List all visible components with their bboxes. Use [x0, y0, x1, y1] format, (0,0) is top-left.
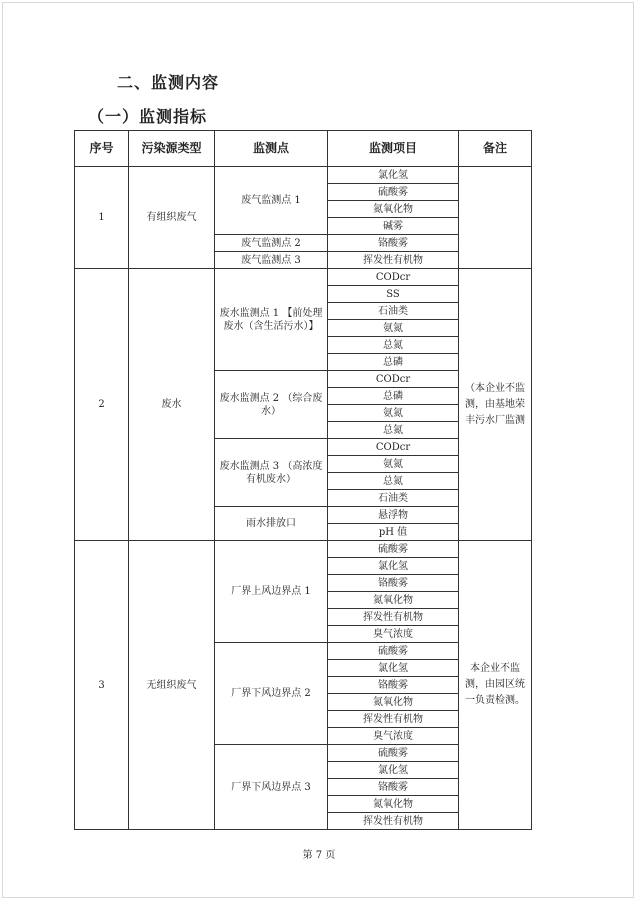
cell-monitor-point: 厂界下风边界点 2 — [215, 643, 328, 745]
cell-monitor-item: 铬酸雾 — [328, 677, 459, 694]
cell-monitor-item: 总磷 — [328, 388, 459, 405]
cell-monitor-item: 氮氧化物 — [328, 796, 459, 813]
table-row — [75, 269, 532, 286]
cell-monitor-point: 废气监测点 3 — [215, 252, 328, 269]
header-monitor-item: 监测项目 — [328, 131, 459, 167]
cell-monitor-item: 氮氧化物 — [328, 201, 459, 218]
cell-monitor-item: 铬酸雾 — [328, 779, 459, 796]
cell-monitor-item: 硫酸雾 — [328, 184, 459, 201]
monitoring-table — [74, 130, 532, 830]
cell-monitor-item: 臭气浓度 — [328, 728, 459, 745]
cell-monitor-item: 挥发性有机物 — [328, 252, 459, 269]
cell-monitor-item: 铬酸雾 — [328, 575, 459, 592]
table-row — [75, 541, 532, 558]
cell-monitor-item: 硫酸雾 — [328, 643, 459, 660]
cell-monitor-item: 总氮 — [328, 337, 459, 354]
cell-monitor-item: 氮氧化物 — [328, 592, 459, 609]
cell-monitor-point: 厂界下风边界点 3 — [215, 745, 328, 830]
cell-monitor-item: 氨氮 — [328, 405, 459, 422]
cell-note: （本企业不监测，由基地荣丰污水厂监测 — [459, 269, 532, 541]
cell-source-type: 废水 — [129, 269, 215, 541]
cell-monitor-item: 氯化氢 — [328, 762, 459, 779]
cell-monitor-item: 氯化氢 — [328, 167, 459, 184]
cell-monitor-point: 废水监测点 1 【前处理废水（含生活污水）】 — [215, 269, 328, 371]
cell-monitor-point: 废气监测点 2 — [215, 235, 328, 252]
cell-monitor-item: CODcr — [328, 371, 459, 388]
table-header-row — [75, 131, 532, 167]
header-monitor-point: 监测点 — [215, 131, 328, 167]
page-number: 第 7 页 — [302, 850, 336, 861]
cell-monitor-item: pH 值 — [328, 524, 459, 541]
cell-monitor-item: 石油类 — [328, 490, 459, 507]
cell-monitor-point: 雨水排放口 — [215, 507, 328, 541]
cell-seq: 2 — [75, 269, 129, 541]
cell-monitor-item: 氯化氢 — [328, 660, 459, 677]
cell-monitor-item: 挥发性有机物 — [328, 813, 459, 830]
cell-source-type: 有组织废气 — [129, 167, 215, 269]
subsection-heading: （一）监测指标 — [88, 107, 208, 126]
cell-monitor-item: SS — [328, 286, 459, 303]
cell-monitor-item: 石油类 — [328, 303, 459, 320]
cell-monitor-point: 厂界上风边界点 1 — [215, 541, 328, 643]
cell-monitor-item: CODcr — [328, 269, 459, 286]
table-row — [75, 167, 532, 184]
cell-monitor-point: 废水监测点 3 （高浓度有机废水） — [215, 439, 328, 507]
cell-monitor-item: 氮氧化物 — [328, 694, 459, 711]
section-heading: 二、监测内容 — [117, 73, 220, 92]
cell-monitor-item: 总磷 — [328, 354, 459, 371]
cell-monitor-item: 硫酸雾 — [328, 541, 459, 558]
header-seq: 序号 — [75, 131, 129, 167]
cell-monitor-item: 氨氮 — [328, 320, 459, 337]
cell-monitor-item: 挥发性有机物 — [328, 609, 459, 626]
cell-monitor-item: 氨氮 — [328, 456, 459, 473]
cell-monitor-point: 废水监测点 2 （综合废水） — [215, 371, 328, 439]
cell-seq: 3 — [75, 541, 129, 830]
cell-monitor-item: 氯化氢 — [328, 558, 459, 575]
cell-monitor-item: 总氮 — [328, 422, 459, 439]
cell-note: 本企业不监测，由园区统一负责检测。 — [459, 541, 532, 830]
cell-monitor-item: 臭气浓度 — [328, 626, 459, 643]
table-body — [75, 167, 532, 830]
cell-monitor-item: 挥发性有机物 — [328, 711, 459, 728]
cell-monitor-item: 硫酸雾 — [328, 745, 459, 762]
cell-monitor-item: CODcr — [328, 439, 459, 456]
cell-source-type: 无组织废气 — [129, 541, 215, 830]
header-source-type: 污染源类型 — [129, 131, 215, 167]
cell-monitor-item: 铬酸雾 — [328, 235, 459, 252]
cell-monitor-item: 悬浮物 — [328, 507, 459, 524]
cell-monitor-point: 废气监测点 1 — [215, 167, 328, 235]
cell-seq: 1 — [75, 167, 129, 269]
cell-monitor-item: 碱雾 — [328, 218, 459, 235]
header-note: 备注 — [459, 131, 532, 167]
cell-note — [459, 167, 532, 269]
cell-monitor-item: 总氮 — [328, 473, 459, 490]
